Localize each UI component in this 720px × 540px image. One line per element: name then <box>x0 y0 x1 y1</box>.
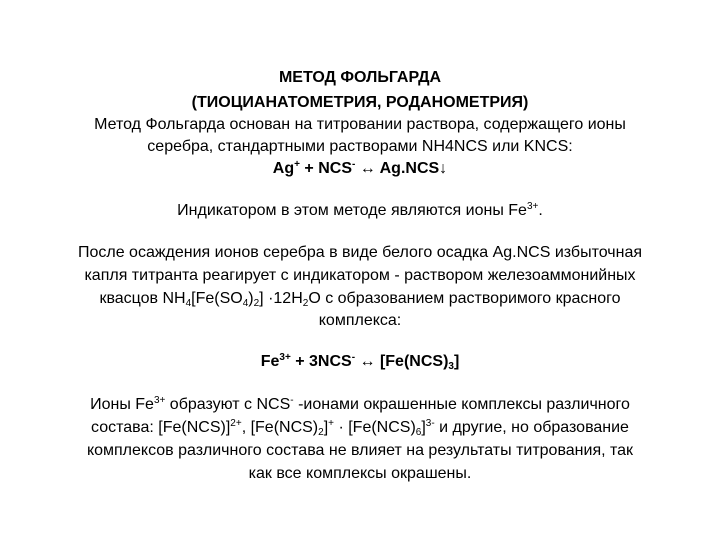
complexes-line-4: как все комплексы окрашены. <box>248 465 472 482</box>
complexes-text-e: , [Fe(NCS) <box>241 419 319 436</box>
complexes-text-f: ] <box>323 419 329 436</box>
complexes-sup-2: - <box>290 395 294 406</box>
complexes-line-1 <box>0 395 720 415</box>
reaction-2-ncs-charge: - <box>351 352 356 363</box>
complexes-text-c: -ионами окрашенные комплексы различного <box>293 396 630 413</box>
complexes-text-a: Ионы Fe <box>90 396 154 413</box>
reaction-2 <box>0 352 720 372</box>
precip-line-1: После осаждения ионов серебра в виде белого осадка Ag.NCS избыточная <box>77 244 643 261</box>
precip-sub-2: 4 <box>242 298 249 309</box>
reaction-2-fe: Fe <box>260 353 280 370</box>
complexes-text-g: · [Fe(NCS) <box>334 419 416 436</box>
indicator-charge: 3+ <box>526 201 539 212</box>
precip-text-b: [Fe(SO <box>191 290 243 307</box>
intro-line-2: серебра, стандартными растворами NH4NCS или KNCS: <box>147 138 573 155</box>
precip-text-e: O с образованием растворимого красного <box>308 290 621 307</box>
complexes-text-h: ] <box>421 419 426 436</box>
complexes-line-2 <box>0 418 720 438</box>
complexes-text-i: и другие, но образование <box>434 419 629 436</box>
reaction-2-sub: 3 <box>448 361 454 372</box>
complexes-text-d: состава: [Fe(NCS)] <box>91 419 231 436</box>
precip-text-c: ) <box>248 290 254 307</box>
reaction-2-fe-charge: 3+ <box>279 352 291 363</box>
reaction-1 <box>0 159 720 179</box>
title-line-1: МЕТОД ФОЛЬГАРДА <box>278 69 442 86</box>
precip-text-d: ] ·12H <box>259 290 303 307</box>
indicator-text: Индикатором в этом методе являются ионы Fe <box>177 202 527 219</box>
title-line-2: (ТИОЦИАНАТОМЕТРИЯ, РОДАНОМЕТРИЯ) <box>191 94 529 111</box>
reaction-1-ag: Ag <box>272 160 295 177</box>
complexes-sup-1: 3+ <box>153 395 166 406</box>
complexes-text-b: образуют с NCS <box>165 396 291 413</box>
precip-sub-3: 2 <box>253 298 260 309</box>
indicator-end: . <box>538 202 543 219</box>
precip-line-4: комплекса: <box>318 312 402 329</box>
intro-line-1: Метод Фольгарда основан на титровании раствора, содержащего ионы <box>94 116 626 133</box>
precip-sub-1: 4 <box>185 298 192 309</box>
complexes-sup-5: 3- <box>425 418 435 429</box>
precip-line-3 <box>0 289 720 309</box>
precip-line-2: капля титранта реагирует с индикатором - раствором железоаммонийных <box>84 267 636 284</box>
precip-sub-4: 2 <box>302 298 309 309</box>
complexes-sub-1: 2 <box>318 427 324 438</box>
complexes-sub-2: 6 <box>415 427 422 438</box>
reaction-2-product: ↔ [Fe(NCS) <box>355 353 449 370</box>
reaction-2-end: ] <box>453 353 460 370</box>
reaction-1-ncs: + NCS <box>299 160 352 177</box>
complexes-sup-4: + <box>328 418 334 429</box>
reaction-2-ncs: + 3NCS <box>290 353 352 370</box>
reaction-1-ncs-charge: - <box>351 159 356 170</box>
reaction-1-product: ↔ Ag.NCS↓ <box>355 160 448 177</box>
precip-text-a: квасцов NH <box>99 290 186 307</box>
complexes-sup-3: 2+ <box>230 418 242 429</box>
reaction-1-ag-charge: + <box>294 159 300 170</box>
indicator-line <box>0 201 720 221</box>
complexes-line-3: комплексов различного состава не влияет на результаты титрования, так <box>86 442 634 459</box>
